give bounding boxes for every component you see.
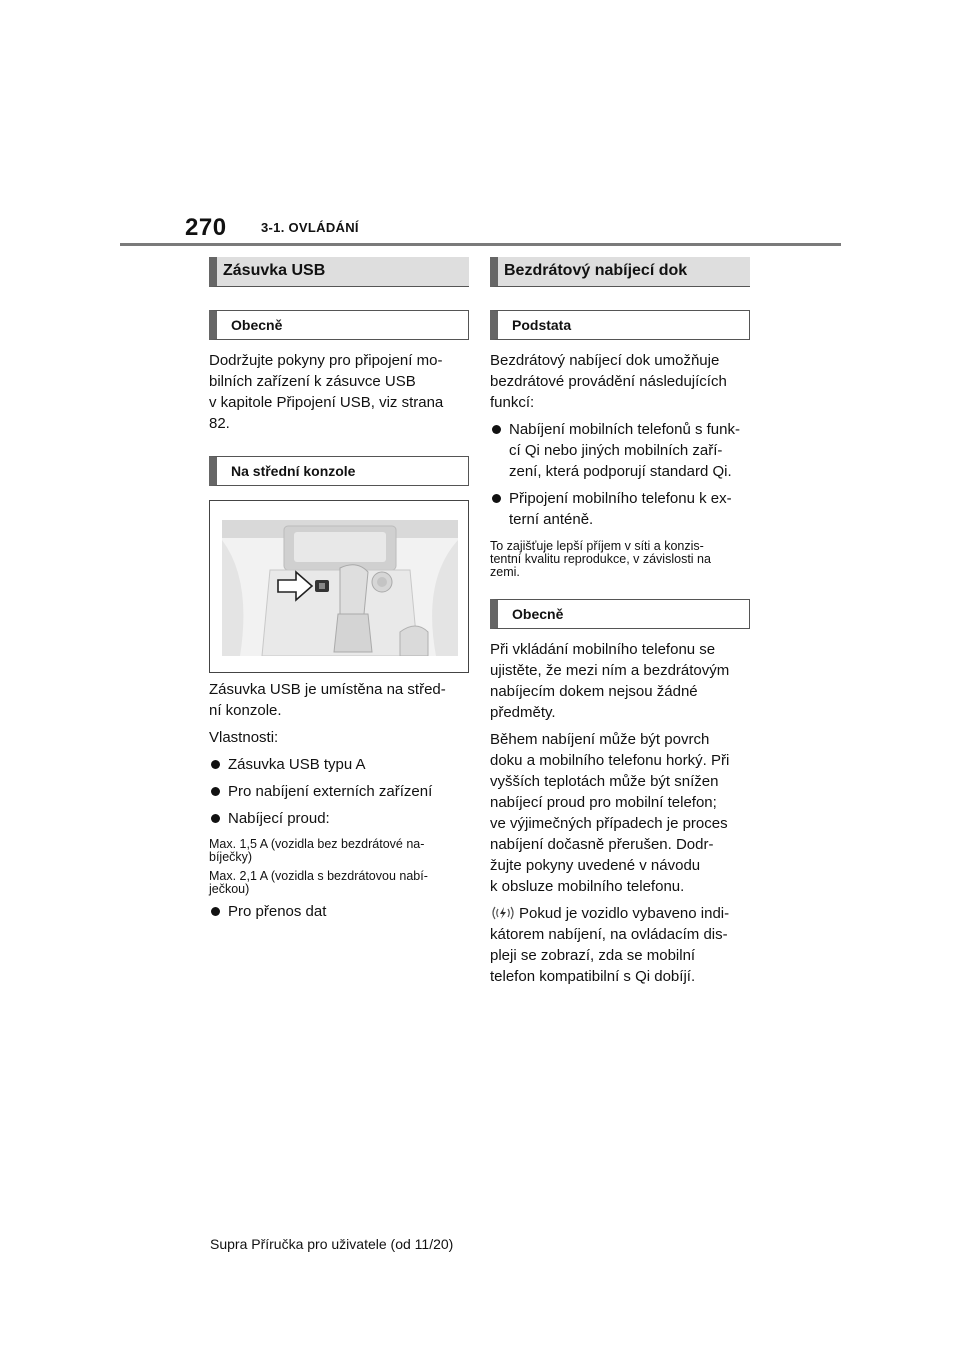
right-column — [490, 257, 750, 987]
section-heading-wireless: Bezdrátový nabíjecí dok — [490, 257, 750, 287]
chapter-title: 3-1. OVLÁDÁNÍ — [261, 220, 359, 235]
usb-intro-text: Dodržujte pokyny pro připojení mo- bilních zařízení k zásuvce USB v kapitole Připojení USB, viz strana 82. — [209, 352, 444, 432]
usb-properties-list-cont — [209, 901, 469, 922]
header-rule — [120, 243, 841, 246]
usb-socket-photo — [209, 500, 469, 673]
wireless-functions-list — [490, 419, 750, 530]
charge-indicator-text: Pokud je vozidlo vybaveno indi- kátorem nabíjení, na ovládacím dis- pleji se zobrazí, zda se mobilní telefon kompatibilní s Qi dobíjí. — [490, 905, 730, 985]
list-item: Nabíjecí proud: — [209, 808, 469, 829]
wireless-intro-text: Bezdrátový nabíjecí dok umožňuje bezdrátové provádění následujících funkcí: — [490, 352, 727, 411]
page-number: 270 — [185, 214, 227, 241]
current-note-1: Max. 1,5 A (vozidla bez bezdrátové na- bíječky) — [209, 837, 425, 864]
subheading-principle: Podstata — [490, 310, 750, 340]
subheading-general: Obecně — [209, 310, 469, 340]
heat-warning-text: Během nabíjení může být povrch doku a mobilního telefonu horký. Při vyšších teplotách může být snížen nabíjecí proud pro mobilní telefon; ve výjimečných případech je proces nabíjení dočasně přerušen. Dodr- žujte pokyny uvedené v návodu k obsluze mobilního telefonu. — [490, 731, 730, 895]
current-note-2: Max. 2,1 A (vozidla s bezdrátovou nabí- ječkou) — [209, 869, 428, 896]
list-item: Pro nabíjení externích zařízení — [209, 781, 469, 802]
left-column — [209, 257, 469, 922]
reception-note: To zajišťuje lepší příjem v síti a konzis- tentní kvalitu reprodukce, v závislosti na zemi. — [490, 539, 711, 579]
footer-text: Supra Příručka pro uživatele (od 11/20) — [210, 1236, 454, 1252]
subheading-center-console: Na střední konzole — [209, 456, 469, 486]
section-heading-usb: Zásuvka USB — [209, 257, 469, 287]
list-item: Zásuvka USB typu A — [209, 754, 469, 775]
wireless-charging-icon — [490, 905, 516, 921]
properties-label: Vlastnosti: — [209, 729, 279, 746]
center-console-illustration — [222, 520, 458, 656]
placement-text: Při vkládání mobilního telefonu se ujistěte, že mezi ním a bezdrátovým nabíjecím dokem nejsou žádné předměty. — [490, 641, 730, 721]
usb-location-text: Zásuvka USB je umístěna na střed- ní konzole. — [209, 681, 446, 719]
subheading-general-wireless: Obecně — [490, 599, 750, 629]
usb-properties-list — [209, 754, 469, 829]
list-item: Pro přenos dat — [209, 901, 469, 922]
list-item: Připojení mobilního telefonu k ex- terní anténě. — [490, 488, 750, 530]
list-item: Nabíjení mobilních telefonů s funk- cí Qi nebo jiných mobilních zaří- zení, která podporují standard Qi. — [490, 419, 750, 482]
